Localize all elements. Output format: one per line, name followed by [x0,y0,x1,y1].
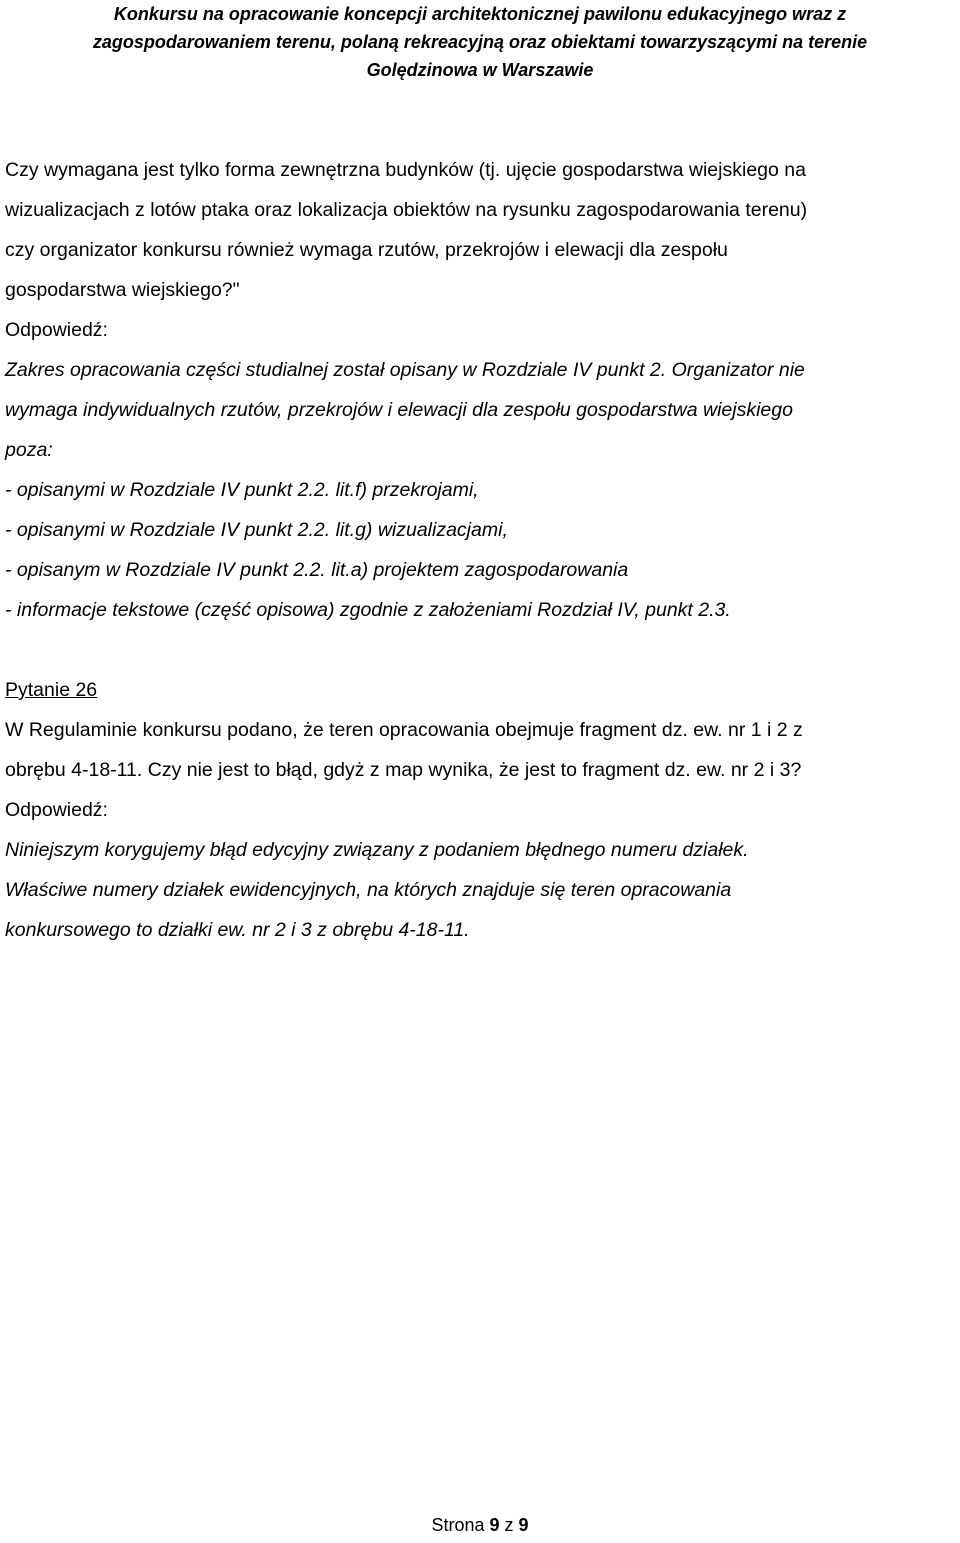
question-line: W Regulaminie konkursu podano, że teren opracowania obejmuje fragment dz. ew. nr 1 i 2 z [5,719,803,741]
answer-line: Zakres opracowania części studialnej został opisany w Rozdziale IV punkt 2. Organizator nie [5,359,805,381]
answer-line: konkursowego to działki ew. nr 2 i 3 z obrębu 4-18-11. [5,919,470,941]
answer-list-item: - opisanymi w Rozdziale IV punkt 2.2. lit.g) wizualizacjami, [5,519,508,541]
page-separator: z [504,1515,514,1535]
answer-block-1 [5,310,955,630]
question-line: wizualizacjach z lotów ptaka oraz lokalizacja obiektów na rysunku zagospodarowania terenu) [5,199,808,221]
question-line: Czy wymagana jest tylko forma zewnętrzna budynków (tj. ujęcie gospodarstwa wiejskiego na [5,159,806,181]
answer-label: Odpowiedź: [5,799,108,821]
answer-line: Właściwe numery działek ewidencyjnych, na których znajduje się teren opracowania [5,879,732,901]
page-total: 9 [518,1515,529,1535]
header-line-3: Golędzinowa w Warszawie [366,60,594,80]
header-line-1: Konkursu na opracowanie koncepcji architektonicznej pawilonu edukacyjnego wraz z [113,4,847,24]
question-line: czy organizator konkursu również wymaga rzutów, przekrojów i elewacji dla zespołu [5,239,728,261]
answer-line: wymaga indywidualnych rzutów, przekrojów i elewacji dla zespołu gospodarstwa wiejskiego [5,399,793,421]
question-line: gospodarstwa wiejskiego?" [5,279,240,301]
document-body [5,150,955,950]
answer-label: Odpowiedź: [5,319,108,341]
question-title: Pytanie 26 [5,679,98,701]
answer-block-2 [5,790,955,950]
page-footer [0,1513,960,1537]
page-current: 9 [489,1515,500,1535]
answer-line: poza: [5,439,53,461]
question-line: obrębu 4-18-11. Czy nie jest to błąd, gdyż z map wynika, że jest to fragment dz. ew. nr 2 i 3? [5,759,802,781]
answer-line: Niniejszym korygujemy błąd edycyjny związany z podaniem błędnego numeru działek. [5,839,749,861]
question-continued [5,150,955,310]
section-spacer [5,630,955,670]
header-line-2: zagospodarowaniem terenu, polaną rekreacyjną oraz obiektami towarzyszącymi na terenie [92,32,868,52]
answer-list-item: - opisanym w Rozdziale IV punkt 2.2. lit.a) projektem zagospodarowania [5,559,629,581]
question-26-block [5,670,955,790]
document-header [0,0,960,84]
answer-list-item: - opisanymi w Rozdziale IV punkt 2.2. lit.f) przekrojami, [5,479,479,501]
page-label: Strona [431,1515,485,1535]
answer-list-item: - informacje tekstowe (część opisowa) zgodnie z założeniami Rozdział IV, punkt 2.3. [5,599,731,621]
